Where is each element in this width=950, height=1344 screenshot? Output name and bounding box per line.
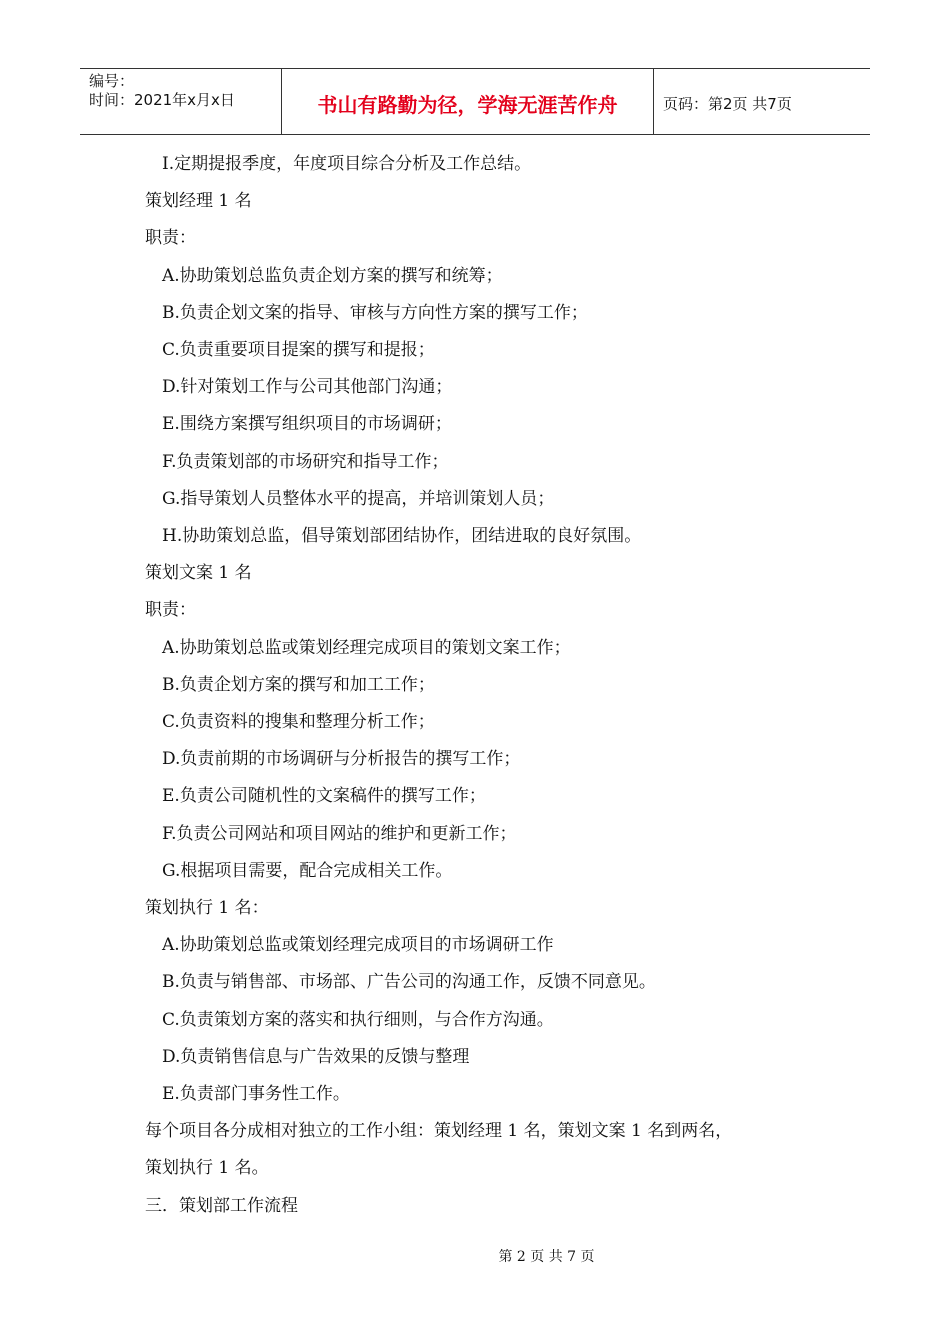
body-line: C.负责策划方案的落实和执行细则，与合作方沟通。 [162, 1010, 554, 1030]
body-line: F.负责公司网站和项目网站的维护和更新工作； [162, 824, 517, 844]
body-line: 策划经理 1 名 [145, 191, 252, 211]
body-line: A.协助策划总监或策划经理完成项目的市场调研工作 [162, 935, 554, 955]
body-line: 策划执行 1 名： [145, 898, 269, 918]
document-number-label: 编号： [89, 72, 135, 90]
body-line: 策划文案 1 名 [145, 563, 252, 583]
body-line: 每个项目各分成相对独立的工作小组：策划经理 1 名，策划文案 1 名到两名， [145, 1121, 733, 1141]
body-line: B.负责企划文案的指导、审核与方向性方案的撰写工作； [162, 303, 588, 323]
body-line: B.负责企划方案的撰写和加工工作； [162, 675, 435, 695]
body-line: 职责： [145, 228, 196, 248]
body-line: E.负责部门事务性工作。 [162, 1084, 350, 1104]
header-table [80, 68, 870, 135]
body-line: A.协助策划总监负责企划方案的撰写和统筹； [162, 266, 503, 286]
body-line: F.负责策划部的市场研究和指导工作； [162, 452, 449, 472]
page-footer: 第 2 页 共 7 页 [498, 1249, 595, 1265]
body-line: 策划执行 1 名。 [145, 1158, 269, 1178]
body-line: I.定期提报季度，年度项目综合分析及工作总结。 [162, 154, 532, 174]
header-page-indicator: 页码：第2页 共7页 [663, 95, 792, 113]
body-line: C.负责重要项目提案的撰写和提报； [162, 340, 435, 360]
header-motto: 书山有路勤为径，学海无涯苦作舟 [282, 69, 654, 134]
body-line: D.针对策划工作与公司其他部门沟通； [162, 377, 453, 397]
body-line: G.根据项目需要，配合完成相关工作。 [162, 861, 453, 881]
body-line: E.围绕方案撰写组织项目的市场调研； [162, 414, 452, 434]
body-line: C.负责资料的搜集和整理分析工作； [162, 712, 435, 732]
body-line: B.负责与销售部、市场部、广告公司的沟通工作，反馈不同意见。 [162, 972, 656, 992]
body-line: D.负责销售信息与广告效果的反馈与整理 [162, 1047, 470, 1067]
body-line: D.负责前期的市场调研与分析报告的撰写工作； [162, 749, 521, 769]
document-time-label: 时间：2021年x月x日 [89, 91, 235, 109]
body-line: G.指导策划人员整体水平的提高，并培训策划人员； [162, 489, 555, 509]
body-line: E.负责公司随机性的文案稿件的撰写工作； [162, 786, 486, 806]
body-line: 三．策划部工作流程 [145, 1196, 298, 1216]
header-meta-cell [80, 69, 282, 134]
body-line: 职责： [145, 600, 196, 620]
body-line: A.协助策划总监或策划经理完成项目的策划文案工作； [162, 638, 571, 658]
body-line: H.协助策划总监，倡导策划部团结协作，团结进取的良好氛围。 [162, 526, 642, 546]
